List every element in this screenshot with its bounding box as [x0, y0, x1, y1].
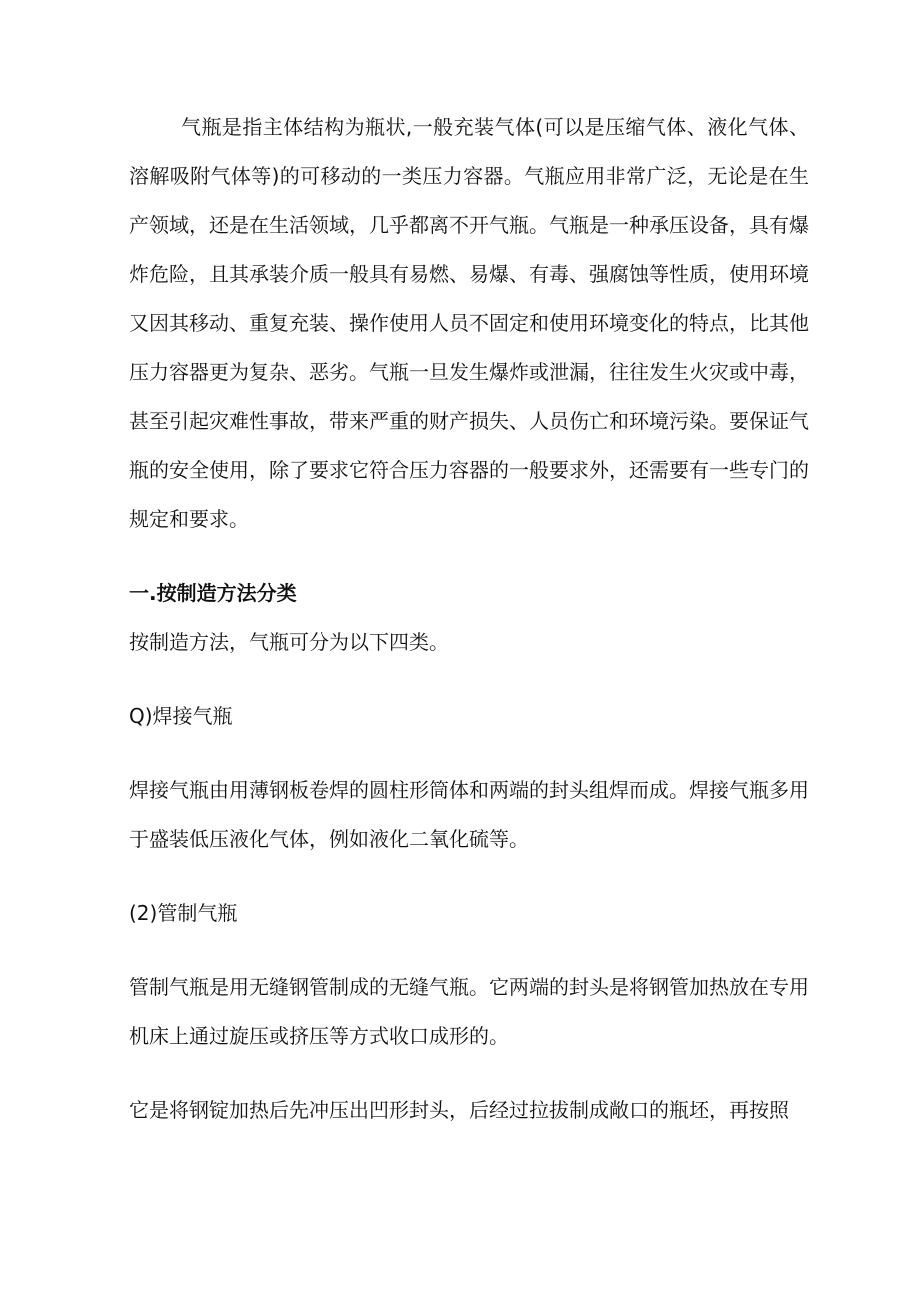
section-heading: 一.按制造方法分类: [129, 581, 297, 605]
section-intro: 按制造方法，气瓶可分为以下四类。: [129, 630, 449, 654]
document-body: [129, 103, 809, 1135]
item2-text: 管制气瓶是用无缝钢管制成的无缝气瓶。它两端的封头是将钢管加热放在专用机床上通过旋压或挤压等方式收口成形的。: [129, 975, 809, 1048]
item1-text: 焊接气瓶由用薄钢板卷焊的圆柱形筒体和两端的封头组焊而成。焊接气瓶多用于盛装低压液化气体，例如液化二氧化硫等。: [129, 778, 809, 851]
intro-paragraph: 气瓶是指主体结构为瓶状,一般充装气体(可以是压缩气体、液化气体、溶解吸附气体等)的可移动的一类压力容器。气瓶应用非常广泛，无论是在生产领域，还是在生活领域，几乎都离不开气瓶。气瓶是一种承压设备，具有爆炸危险，且其承装介质一般具有易燃、易爆、有毒、强腐蚀等性质，使用环境又因其移动、重复充装、操作使用人员不固定和使用环境变化的特点，比其他压力容器更为复杂、恶劣。气瓶一旦发生爆炸或泄漏，往往发生火灾或中毒，甚至引起灾难性事故，带来严重的财产损失、人员伤亡和环境污染。要保证气瓶的安全使用，除了要求它符合压力容器的一般要求外，还需要有一些专门的规定和要求。: [129, 115, 809, 531]
item1-title: Q)焊接气瓶: [129, 704, 233, 728]
item2-title: (2)管制气瓶: [129, 901, 238, 925]
item3-text: 它是将钢锭加热后先冲压出凹形封头，后经过拉拔制成敞口的瓶坯，再按照: [129, 1098, 789, 1122]
